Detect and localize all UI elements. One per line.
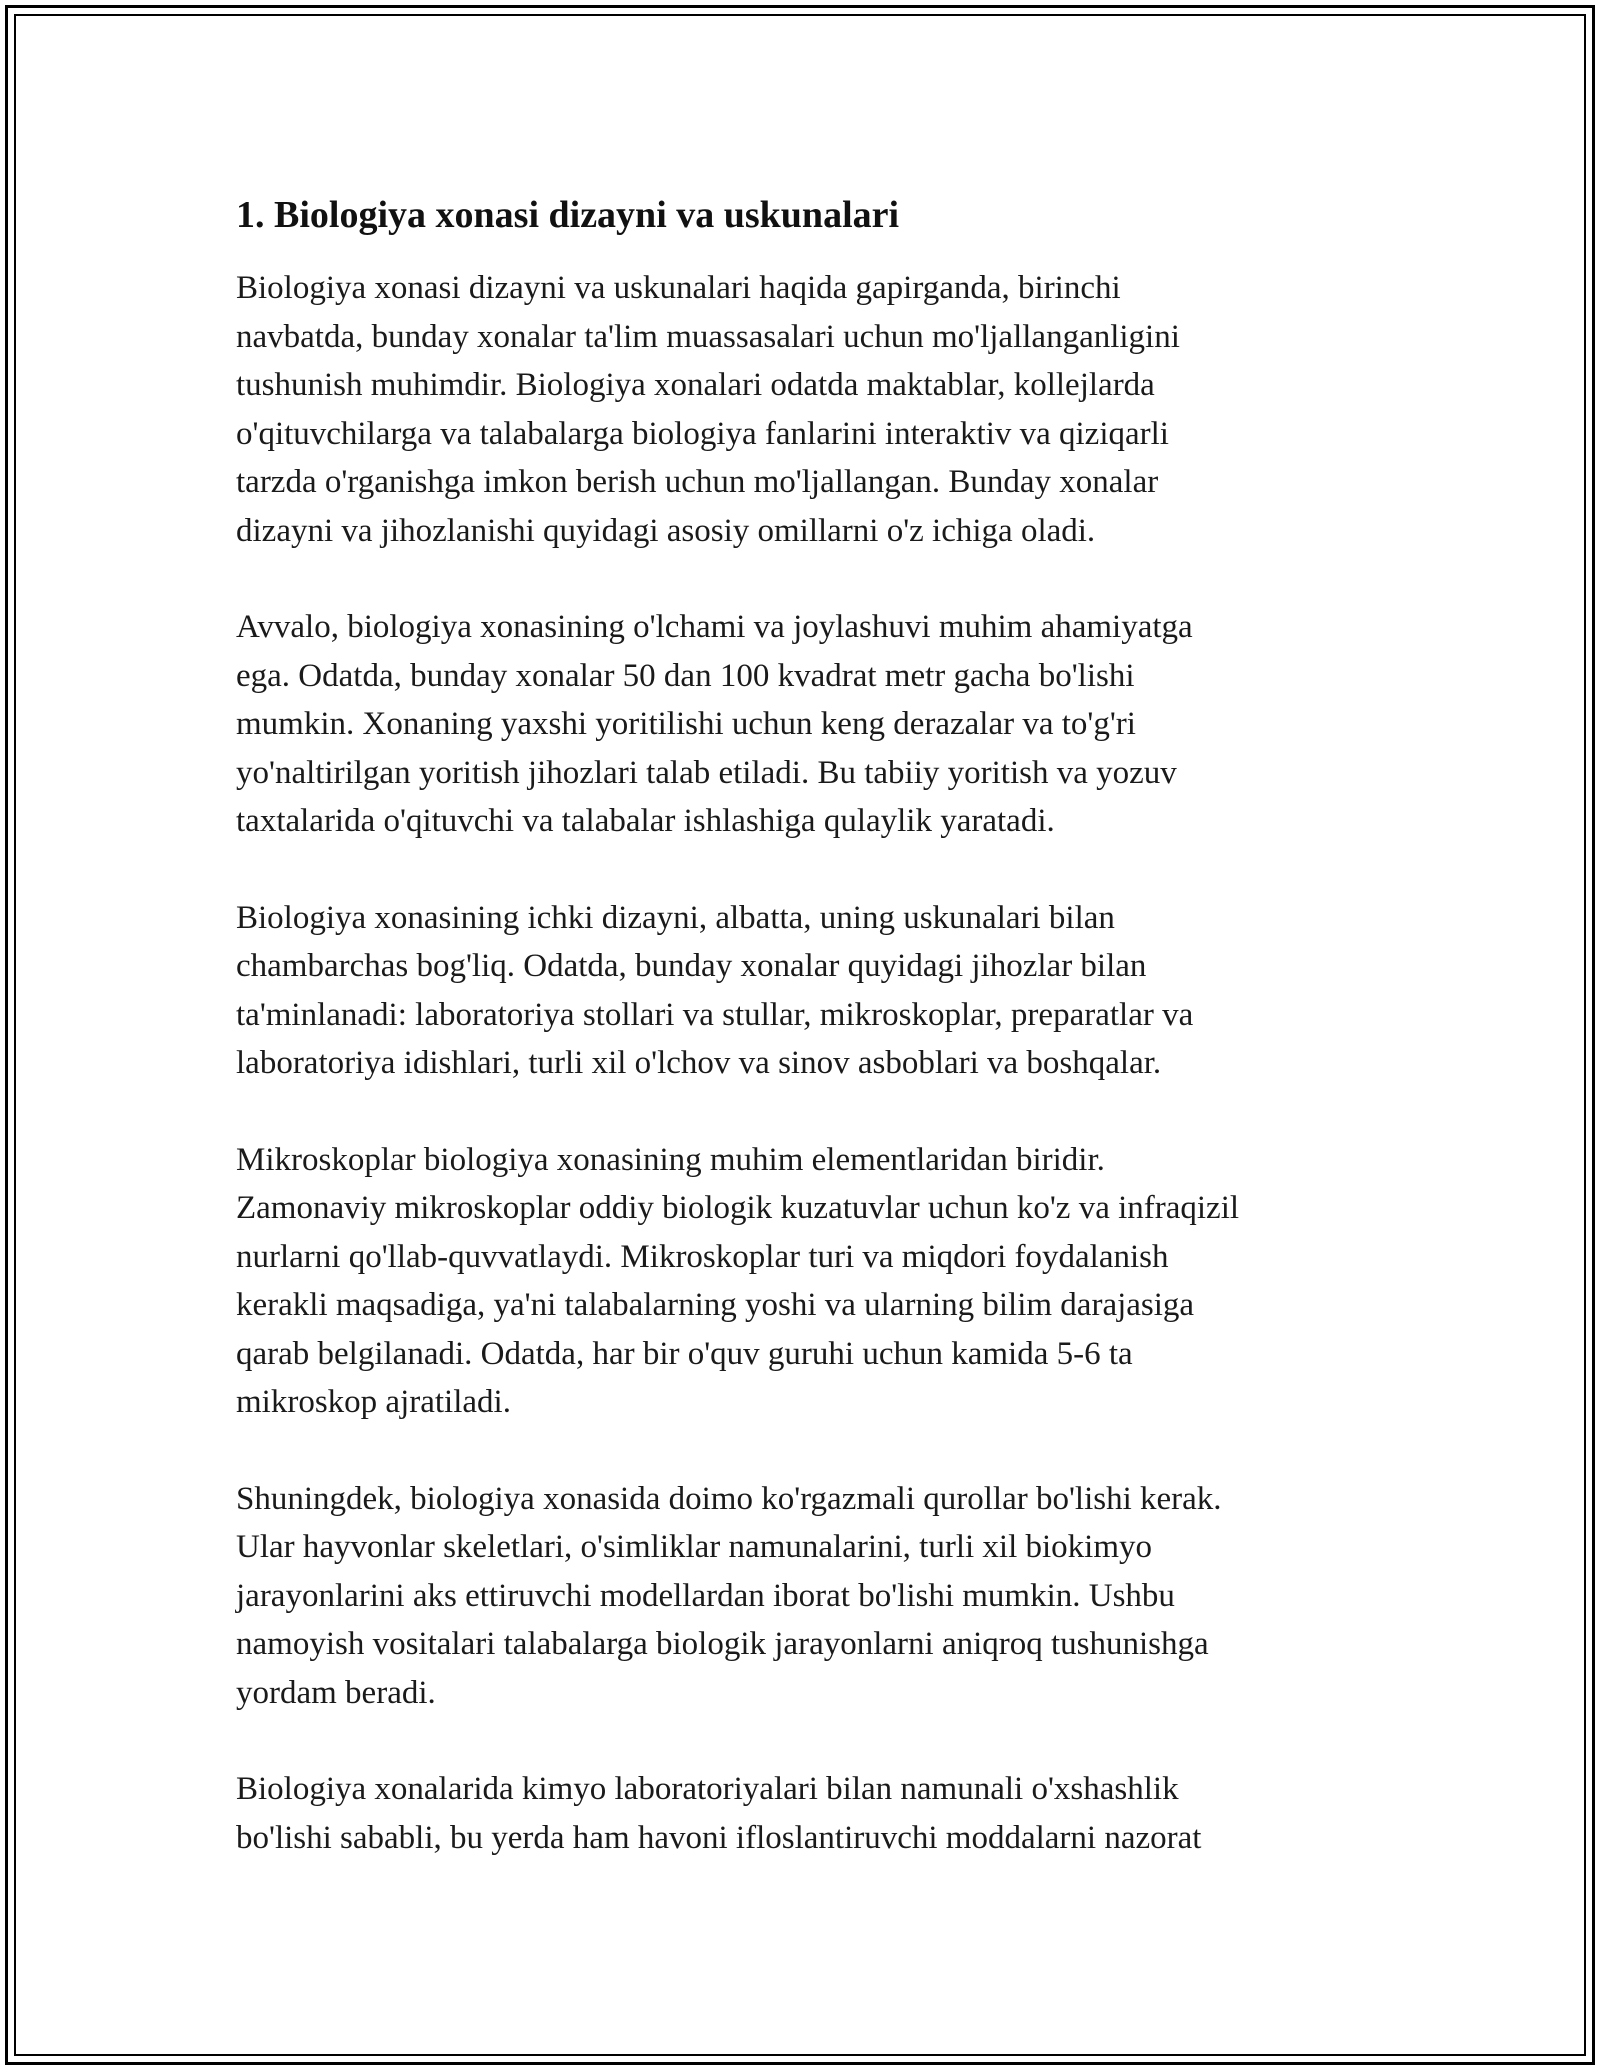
text-line: namoyish vositalari talabalarga biologik jarayonlarni aniqroq tushunishga (236, 1626, 1209, 1662)
section-heading: 1. Biologiya xonasi dizayni va uskunalari (236, 194, 900, 236)
text-line: qarab belgilanadi. Odatda, har bir o'quv guruhi uchun kamida 5-6 ta (236, 1335, 1133, 1372)
paragraph-2 (236, 603, 1376, 846)
paragraph-5 (236, 1475, 1376, 1718)
paragraph-6 (236, 1765, 1376, 1862)
text-line: Ular hayvonlar skeletlari, o'simliklar namunalarini, turli xil biokimyo (236, 1529, 1152, 1565)
text-line: jarayonlarini aks ettiruvchi modellardan iborat bo'lishi mumkin. Ushbu (236, 1577, 1175, 1614)
text-line: mumkin. Xonaning yaxshi yoritilishi uchun keng derazalar va to'g'ri (236, 706, 1136, 742)
text-line: navbatda, bunday xonalar ta'lim muassasalari uchun mo'ljallanganligini (236, 318, 1180, 355)
text-line: chambarchas bog'liq. Odatda, bunday xonalar quyidagi jihozlar bilan (236, 948, 1147, 984)
paragraph-4 (236, 1136, 1376, 1427)
text-line: taxtalarida o'qituvchi va talabalar ishlashiga qulaylik yaratadi. (236, 803, 1055, 839)
text-line: o'qituvchilarga va talabalarga biologiya fanlarini interaktiv va qiziqarli (236, 415, 1169, 452)
text-line: tushunish muhimdir. Biologiya xonalari odatda maktablar, kollejlarda (236, 367, 1155, 403)
text-line: Shuningdek, biologiya xonasida doimo ko'rgazmali qurollar bo'lishi kerak. (236, 1480, 1222, 1517)
text-line: laboratoriya idishlari, turli xil o'lchov va sinov asboblari va boshqalar. (236, 1045, 1162, 1081)
text-line: Avvalo, biologiya xonasining o'lchami va joylashuvi muhim ahamiyatga (236, 609, 1193, 645)
text-line: Biologiya xonasi dizayni va uskunalari haqida gapirganda, birinchi (236, 270, 1121, 306)
paragraph-3 (236, 894, 1376, 1088)
text-line: kerakli maqsadiga, ya'ni talabalarning yoshi va ularning bilim darajasiga (236, 1287, 1195, 1323)
document-body (236, 188, 1376, 1910)
text-line: Mikroskoplar biologiya xonasining muhim elementlaridan biridir. (236, 1141, 1105, 1178)
text-line: ta'minlanadi: laboratoriya stollari va stullar, mikroskoplar, preparatlar va (236, 996, 1194, 1033)
text-line: Zamonaviy mikroskoplar oddiy biologik kuzatuvlar uchun ko'z va infraqizil (236, 1190, 1240, 1226)
text-line: Biologiya xonalarida kimyo laboratoriyalari bilan namunali o'xshashlik (236, 1771, 1179, 1807)
text-line: dizayni va jihozlanishi quyidagi asosiy omillarni o'z ichiga oladi. (236, 512, 1096, 549)
text-line: tarzda o'rganishga imkon berish uchun mo'ljallangan. Bunday xonalar (236, 464, 1159, 500)
text-line: yo'naltirilgan yoritish jihozlari talab etiladi. Bu tabiiy yoritish va yozuv (236, 754, 1177, 791)
text-line: mikroskop ajratiladi. (236, 1384, 511, 1420)
text-line: yordam beradi. (236, 1674, 436, 1711)
text-line: ega. Odatda, bunday xonalar 50 dan 100 kvadrat metr gacha bo'lishi (236, 657, 1135, 694)
paragraph-1 (236, 264, 1376, 555)
text-line: Biologiya xonasining ichki dizayni, albatta, uning uskunalari bilan (236, 899, 1115, 936)
text-line: bo'lishi sababli, bu yerda ham havoni ifloslantiruvchi moddalarni nazorat (236, 1819, 1202, 1856)
text-line: nurlarni qo'llab-quvvatlaydi. Mikroskoplar turi va miqdori foydalanish (236, 1238, 1169, 1275)
